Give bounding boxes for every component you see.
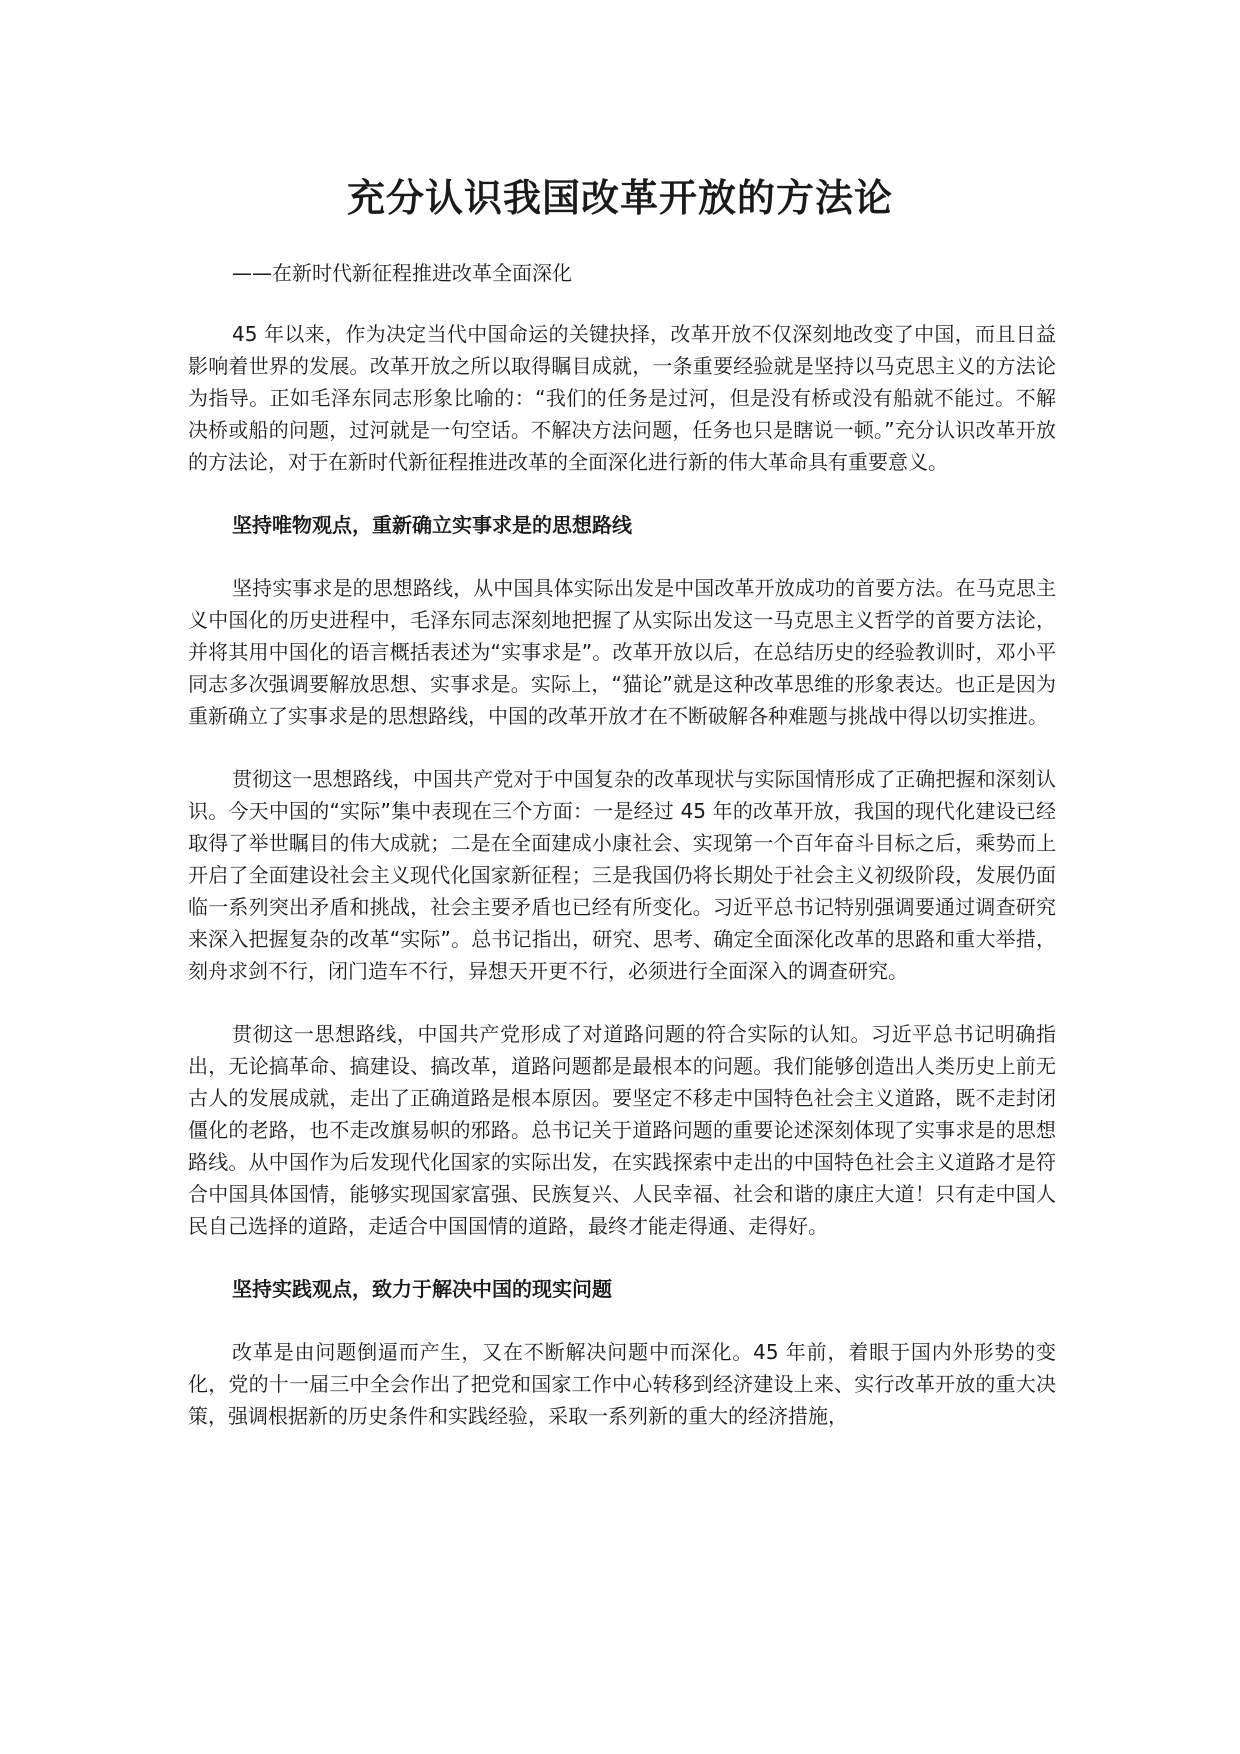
paragraph-seek-truth: 坚持实事求是的思想路线，从中国具体实际出发是中国改革开放成功的首要方法。在马克思主义中国化的历史进程中，毛泽东同志深刻地把握了从实际出发这一马克思主义哲学的首要方法论，并将其用中国化的语言概括表述为“实事求是”。改革开放以后，在总结历史的经验教训时，邓小平同志多次强调要解放思想、实事求是。实际上，“猫论”就是这种改革思维的形象表达。也正是因为重新确立了实事求是的思想路线，中国的改革开放才在不断破解各种难题与挑战中得以切实推进。 xyxy=(188,576,1056,728)
paragraph-national-conditions: 贯彻这一思想路线，中国共产党对于中国复杂的改革现状与实际国情形成了正确把握和深刻认识。今天中国的“实际”集中表现在三个方面：一是经过 45 年的改革开放，我国的现代化建设已经取得了举世瞩目的伟大成就；二是在全面建成小康社会、实现第一个百年奋斗目标之后，乘势而上开启了全面建设社会主义现代化国家新征程；三是我国仍将长期处于社会主义初级阶段，发展仍面临一系列突出矛盾和挑战，社会主要矛盾也已经有所变化。习近平总书记特别强调要通过调查研究来深入把握复杂的改革“实际”。总书记指出，研究、思考、确定全面深化改革的思路和重大举措，刻舟求剑不行，闭门造车不行，异想天开更不行，必须进行全面深入的调查研究。 xyxy=(188,767,1056,983)
section-heading-materialism: 坚持唯物观点，重新确立实事求是的思想路线 xyxy=(232,513,632,537)
document-body xyxy=(188,318,1056,1463)
document-subtitle: ——在新时代新征程推进改革全面深化 xyxy=(232,261,572,285)
paragraph-intro: 45 年以来，作为决定当代中国命运的关键抉择，改革开放不仅深刻地改变了中国，而且日益影响着世界的发展。改革开放之所以取得瞩目成就，一条重要经验就是坚持以马克思主义的方法论为指导。正如毛泽东同志形象比喻的：“我们的任务是过河，但是没有桥或没有船就不能过。不解决桥或船的问题，过河就是一句空话。不解决方法问题，任务也只是瞎说一顿。”充分认识改革开放的方法论，对于在新时代新征程推进改革的全面深化进行新的伟大革命具有重要意义。 xyxy=(188,322,1056,474)
paragraph-road-question: 贯彻这一思想路线，中国共产党形成了对道路问题的符合实际的认知。习近平总书记明确指出，无论搞革命、搞建设、搞改革，道路问题都是最根本的问题。我们能够创造出人类历史上前无古人的发展成就，走出了正确道路是根本原因。要坚定不移走中国特色社会主义道路，既不走封闭僵化的老路，也不走改旗易帜的邪路。总书记关于道路问题的重要论述深刻体现了实事求是的思想路线。从中国作为后发现代化国家的实际出发，在实践探索中走出的中国特色社会主义道路才是符合中国具体国情，能够实现国家富强、民族复兴、人民幸福、社会和谐的康庄大道！只有走中国人民自己选择的道路，走适合中国国情的道路，最终才能走得通、走得好。 xyxy=(188,1022,1056,1238)
paragraph-problem-driven: 改革是由问题倒逼而产生，又在不断解决问题中而深化。45 年前，着眼于国内外形势的变化，党的十一届三中全会作出了把党和国家工作中心转移到经济建设上来、实行改革开放的重大决策，强调根据新的历史条件和实践经验，采取一系列新的重大的经济措施， xyxy=(188,1340,1056,1428)
document-title: 充分认识我国改革开放的方法论 xyxy=(346,176,893,220)
section-heading-practice: 坚持实践观点，致力于解决中国的现实问题 xyxy=(232,1277,612,1301)
